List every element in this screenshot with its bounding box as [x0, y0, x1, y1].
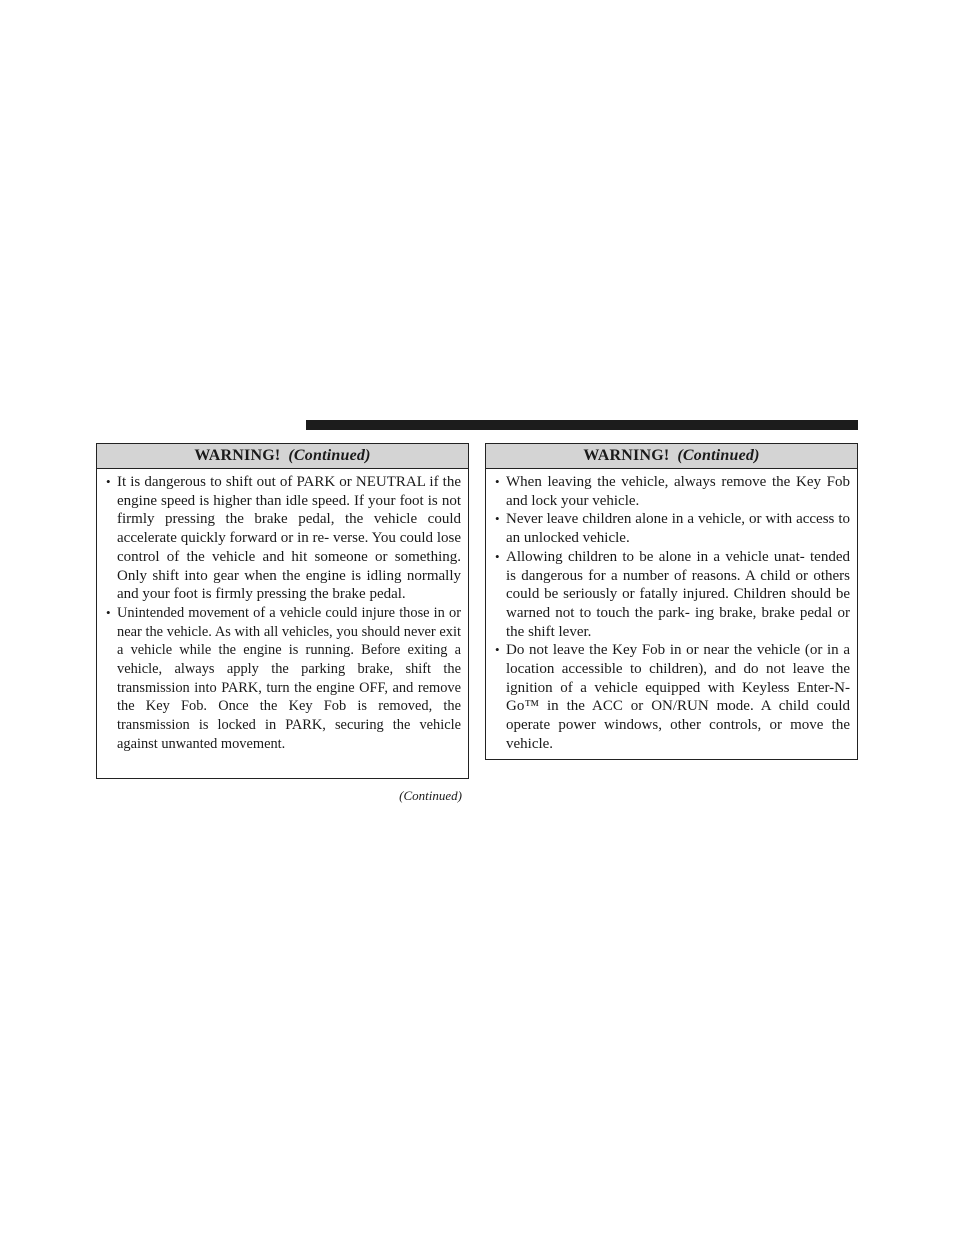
- warning-box-right: [485, 443, 858, 760]
- list-item: [106, 473, 461, 604]
- warning-list: [486, 469, 857, 754]
- warning-text: Do not leave the Key Fob in or near the vehicle (or in a location accessible to children), and do not leave the ignition of a vehicle equipped with Keyless Enter-N-Go™ in the ACC or ON/RUN mode. A child could operate power windows, other controls, or move the vehicle.: [506, 642, 850, 752]
- warning-header: [486, 444, 857, 469]
- bullet-icon: •: [106, 474, 111, 489]
- warning-continued-label: (Continued): [288, 447, 371, 464]
- warning-text: When leaving the vehicle, always remove the Key Fob and lock your vehicle.: [506, 474, 850, 509]
- warning-header: [97, 444, 468, 469]
- bullet-icon: •: [495, 511, 500, 527]
- bullet-icon: •: [495, 642, 500, 658]
- list-item: [495, 510, 850, 547]
- warning-text: Unintended movement of a vehicle could injure those in or near the vehicle. As with all vehicles, you should never exit a vehicle while the engine is running. Before exiting a vehicle, always apply the parking brake, shift the transmission into PARK, turn the engine OFF, and remove the Key Fob. Once the Key Fob is removed, the transmission is locked in PARK, securing the vehicle against unwanted movement.: [117, 604, 461, 752]
- warning-continued-label: (Continued): [677, 447, 760, 464]
- warning-box-left: [96, 443, 469, 779]
- list-item: [495, 473, 850, 510]
- warning-list: [97, 469, 468, 754]
- continued-note: (Continued): [399, 788, 462, 803]
- bullet-icon: •: [495, 474, 500, 489]
- list-item: [495, 641, 850, 753]
- section-rule: [306, 420, 858, 430]
- list-item: [106, 604, 461, 754]
- warning-text: Never leave children alone in a vehicle, or with access to an unlocked vehicle.: [506, 511, 850, 547]
- list-item: [495, 548, 850, 642]
- warning-label: WARNING!: [583, 447, 670, 464]
- bullet-icon: •: [106, 604, 111, 620]
- warning-text: It is dangerous to shift out of PARK or NEUTRAL if the engine speed is higher than idle speed. If your foot is not firmly pressing the brake pedal, the vehicle could accelerate quickly forward or in re- verse. You could lose control of the vehicle and hit someone or something. Only shift into gear when the engine is idling normally and your foot is firmly pressing the brake pedal.: [117, 474, 461, 603]
- warning-text: Allowing children to be alone in a vehicle unat- tended is dangerous for a number of reasons. A child or others could be seriously or fatally injured. Children should be warned not to touch the park- ing brake, brake pedal or the shift lever.: [506, 548, 850, 640]
- warning-label: WARNING!: [194, 447, 281, 464]
- bullet-icon: •: [495, 548, 500, 564]
